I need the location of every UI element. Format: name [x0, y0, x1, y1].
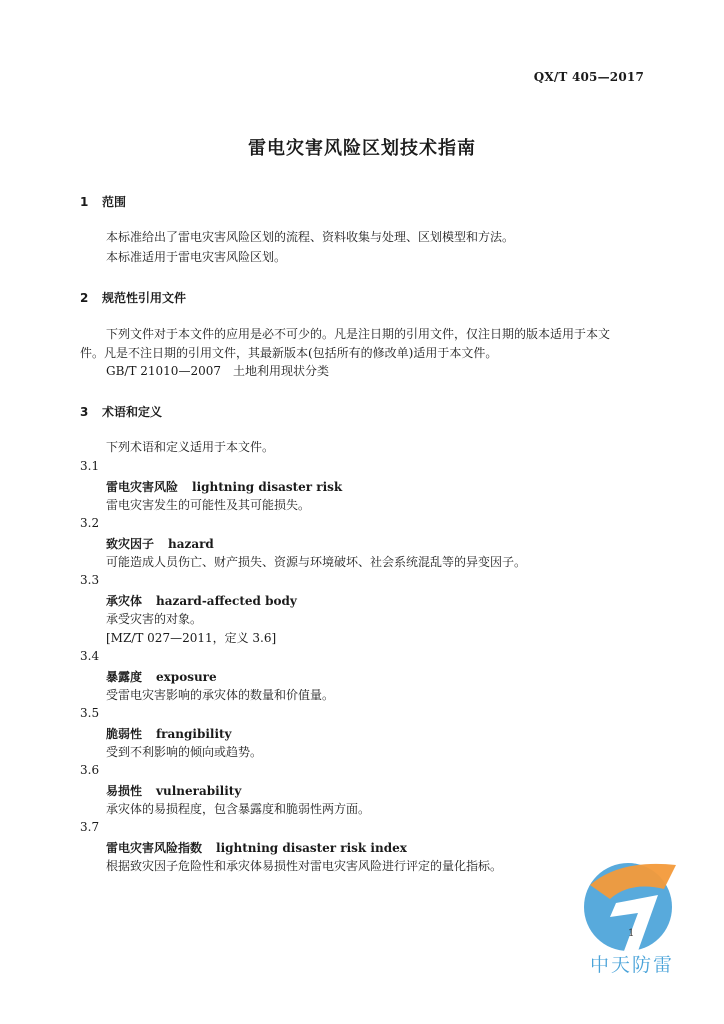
term-definition: 雷电灾害发生的可能性及其可能损失。 — [106, 498, 311, 512]
section-2-heading — [80, 289, 186, 306]
normative-reference: GB/T 21010—2007 土地利用现状分类 — [106, 364, 329, 378]
term-heading — [106, 782, 241, 799]
section-1-para-1: 本标准给出了雷电灾害风险区划的流程、资料收集与处理、区划模型和方法。 — [106, 230, 515, 244]
term-number: 3.5 — [80, 706, 100, 720]
section-title: 规范性引用文件 — [102, 291, 187, 305]
term-number: 3.7 — [80, 820, 100, 834]
term-cn: 承灾体 — [106, 594, 143, 608]
term-cn: 雷电灾害风险指数 — [106, 841, 203, 855]
term-definition: 受到不利影响的倾向或趋势。 — [106, 745, 263, 759]
watermark-text: 中天防雷 — [589, 954, 674, 976]
term-definition: 根据致灾因子危险性和承灾体易损性对雷电灾害风险进行评定的量化指标。 — [106, 859, 503, 873]
section-3-intro: 下列术语和定义适用于本文件。 — [106, 440, 275, 454]
section-1-heading — [80, 193, 126, 210]
term-heading — [106, 839, 407, 856]
term-heading — [106, 478, 342, 495]
term-heading — [106, 668, 217, 685]
term-heading — [106, 592, 297, 609]
term-cn: 脆弱性 — [106, 727, 143, 741]
term-definition: 承受灾害的对象。 — [106, 612, 203, 626]
term-heading — [106, 535, 214, 552]
section-1-para-2: 本标准适用于雷电灾害风险区划。 — [106, 250, 287, 264]
term-number: 3.3 — [80, 573, 100, 587]
section-number: 1 — [80, 195, 89, 209]
section-number: 2 — [80, 291, 89, 305]
section-3-heading — [80, 403, 162, 420]
term-cn: 雷电灾害风险 — [106, 480, 179, 494]
term-definition: 承灾体的易损程度，包含暴露度和脆弱性两方面。 — [106, 802, 371, 816]
term-en: lightning disaster risk index — [216, 841, 407, 855]
term-cn: 暴露度 — [106, 670, 143, 684]
term-en: lightning disaster risk — [192, 480, 343, 494]
term-en: frangibility — [156, 727, 232, 741]
document-title: 雷电灾害风险区划技术指南 — [248, 138, 476, 159]
standard-number: QX/T 405—2017 — [533, 70, 644, 84]
term-source-note: [MZ/T 027—2011，定义 3.6] — [106, 631, 277, 645]
section-title: 术语和定义 — [102, 405, 163, 419]
term-number: 3.4 — [80, 649, 100, 663]
term-cn: 易损性 — [106, 784, 143, 798]
term-cn: 致灾因子 — [106, 537, 155, 551]
term-en: exposure — [156, 670, 217, 684]
section-2-line-2: 件。凡是不注日期的引用文件，其最新版本(包括所有的修改单)适用于本文件。 — [80, 346, 498, 360]
section-title: 范围 — [102, 195, 127, 209]
term-en: hazard-affected body — [156, 594, 297, 608]
term-number: 3.2 — [80, 516, 100, 530]
page-number: 1 — [628, 928, 635, 939]
term-definition: 受雷电灾害影响的承灾体的数量和价值量。 — [106, 688, 335, 702]
term-definition: 可能造成人员伤亡、财产损失、资源与环境破坏、社会系统混乱等的异变因子。 — [106, 555, 527, 569]
term-number: 3.6 — [80, 763, 100, 777]
term-heading — [106, 725, 232, 742]
term-en: hazard — [168, 537, 214, 551]
section-2-line-1: 下列文件对于本文件的应用是必不可少的。凡是注日期的引用文件，仅注日期的版本适用于本文 — [106, 327, 611, 341]
section-number: 3 — [80, 405, 89, 419]
term-number: 3.1 — [80, 459, 100, 473]
term-en: vulnerability — [156, 784, 242, 798]
